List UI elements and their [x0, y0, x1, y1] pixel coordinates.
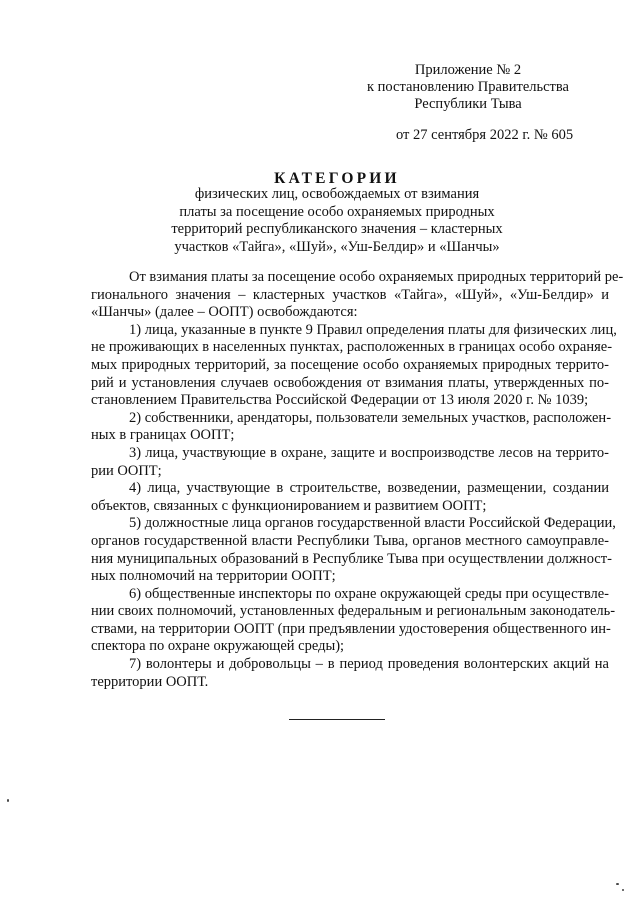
end-separator-line — [289, 719, 385, 720]
subtitle-line: платы за посещение особо охраняемых природных — [179, 203, 495, 220]
scan-speck — [622, 889, 624, 891]
text-line: 7) волонтеры и добровольцы – в период проведения волонтерских акций на — [129, 656, 609, 673]
text-line: рий и установления случаев освобождения от взимания платы, утвержденных по- — [91, 374, 609, 391]
text-line: органов государственной власти Республики Тыва, органов местного самоуправле- — [91, 532, 609, 549]
text-line: 3) лица, участвующие в охране, защите и воспроизводстве лесов на террито- — [129, 444, 609, 461]
decree-reference: от 27 сентября 2022 г. № 605 — [396, 127, 574, 143]
subtitle-line: территорий республиканского значения – кластерных — [171, 221, 503, 238]
document-subtitle — [0, 186, 640, 256]
text-line: мых природных территорий, за посещение особо охраняемых природных террито- — [91, 356, 609, 373]
scan-speck — [616, 883, 619, 885]
list-item-1 — [91, 321, 617, 410]
appendix-government-line: Республики Тыва — [414, 96, 522, 112]
text-line: 5) должностные лица органов государственной власти Российской Федерации, — [129, 515, 616, 532]
text-line: становлением Правительства Российской Федерации от 13 июля 2020 г. № 1039; — [91, 392, 589, 409]
text-line: рии ООПТ; — [91, 462, 162, 479]
text-line: нии своих полномочий, установленных федеральным и региональным законодатель- — [91, 603, 616, 620]
text-line: спектора по охране окружающей среды); — [91, 638, 345, 655]
text-line: От взимания платы за посещение особо охраняемых природных территорий ре- — [129, 269, 624, 285]
text-line: ных в границах ООПТ; — [91, 427, 235, 444]
list-item-2 — [91, 409, 612, 445]
document-body — [91, 269, 624, 691]
intro-paragraph — [91, 269, 624, 322]
subtitle-line: участков «Тайга», «Шуй», «Уш-Белдир» и «Шанчы» — [174, 238, 500, 255]
text-line: 4) лица, участвующие в строительстве, возведении, размещении, создании — [129, 480, 609, 497]
text-line: 1) лица, указанные в пункте 9 Правил определения платы для физических лиц, — [129, 321, 617, 338]
list-item-3 — [91, 445, 609, 480]
text-line: территории ООПТ. — [91, 673, 209, 690]
text-line: 2) собственники, арендаторы, пользователи земельных участков, расположен- — [129, 409, 612, 426]
text-line: гионального значения – кластерных участков «Тайга», «Шуй», «Уш-Белдир» и — [91, 286, 609, 303]
text-line: ных полномочий на территории ООПТ; — [91, 568, 336, 585]
list-item-6 — [91, 585, 616, 656]
text-line: объектов, связанных с функционированием и развитием ООПТ; — [91, 497, 487, 514]
appendix-header — [360, 62, 576, 113]
appendix-number: Приложение № 2 — [414, 62, 522, 78]
scan-speck — [7, 799, 9, 802]
document-title: КАТЕГОРИИ — [274, 170, 400, 187]
text-line: «Шанчы» (далее – ООПТ) освобождаются: — [91, 304, 358, 321]
appendix-decree-line: к постановлению Правительства — [367, 79, 569, 95]
list-item-7 — [91, 656, 609, 691]
text-line: 6) общественные инспекторы по охране окружающей среды при осуществле- — [129, 585, 609, 602]
text-line: не проживающих в населенных пунктах, расположенных в границах особо охраняе- — [91, 339, 613, 356]
subtitle-line: физических лиц, освобождаемых от взимания — [194, 186, 480, 202]
text-line: ствами, на территории ООПТ (при предъявлении удостоверения общественного ин- — [91, 620, 611, 637]
text-line: ния муниципальных образований в Республике Тыва при осуществлении должност- — [91, 550, 612, 567]
list-item-5 — [91, 515, 616, 585]
list-item-4 — [91, 480, 609, 515]
